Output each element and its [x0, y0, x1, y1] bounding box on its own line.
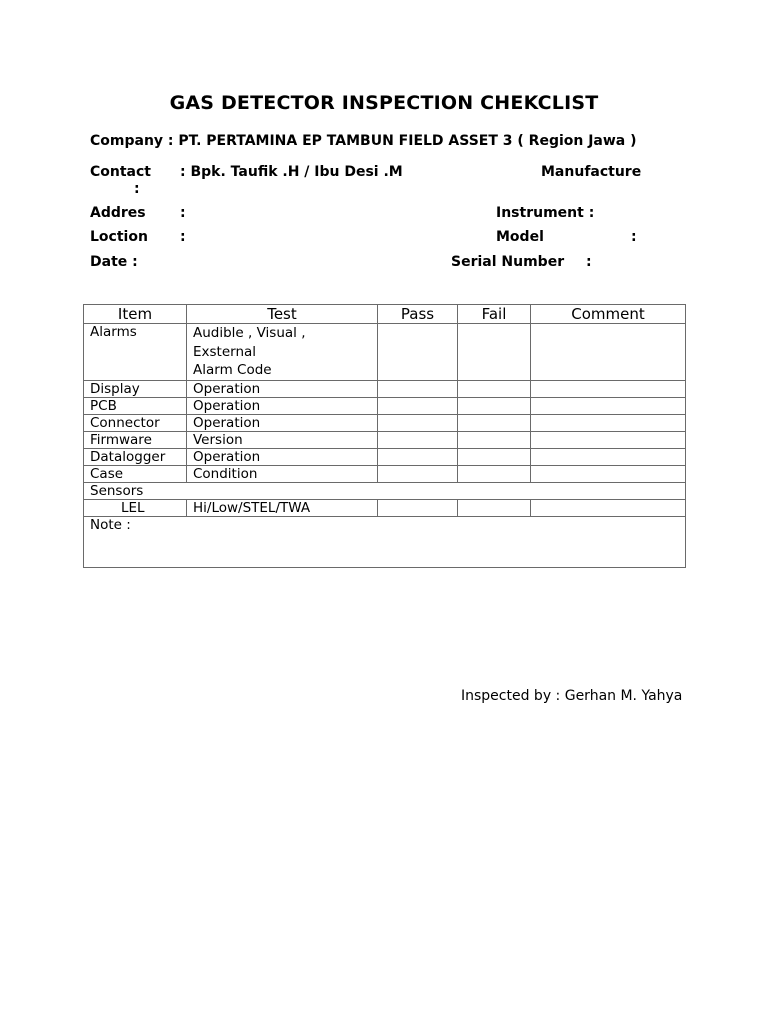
test-cell	[187, 324, 378, 381]
location-label: Loction	[90, 229, 148, 245]
item-cell: PCB	[84, 397, 187, 414]
serial-number-colon: :	[586, 254, 592, 270]
pass-cell[interactable]	[378, 499, 458, 516]
test-cell: Operation	[187, 397, 378, 414]
sensors-label: Sensors	[84, 482, 686, 499]
fail-cell[interactable]	[458, 380, 531, 397]
pass-cell[interactable]	[378, 380, 458, 397]
comment-cell[interactable]	[531, 397, 686, 414]
comment-cell[interactable]	[531, 324, 686, 381]
address-colon: :	[180, 205, 186, 221]
table-row	[84, 499, 686, 516]
fail-cell[interactable]	[458, 499, 531, 516]
pass-cell[interactable]	[378, 414, 458, 431]
note-label: Note :	[90, 516, 131, 533]
test-cell: Hi/Low/STEL/TWA	[187, 499, 378, 516]
item-cell: LEL	[84, 499, 187, 516]
column-header-fail: Fail	[458, 305, 531, 324]
date-label: Date :	[90, 254, 138, 270]
fail-cell[interactable]	[458, 465, 531, 482]
company-label: Company :	[90, 133, 174, 149]
sensors-section-row	[84, 482, 686, 499]
model-colon: :	[631, 229, 637, 245]
comment-cell[interactable]	[531, 414, 686, 431]
test-cell: Version	[187, 431, 378, 448]
column-header-test: Test	[187, 305, 378, 324]
fail-cell[interactable]	[458, 431, 531, 448]
pass-cell[interactable]	[378, 465, 458, 482]
test-cell: Operation	[187, 414, 378, 431]
note-field[interactable]	[84, 516, 686, 567]
fail-cell[interactable]	[458, 414, 531, 431]
inspected-by: Inspected by : Gerhan M. Yahya	[461, 688, 683, 704]
item-cell: Display	[84, 380, 187, 397]
comment-cell[interactable]	[531, 465, 686, 482]
fail-cell[interactable]	[458, 324, 531, 381]
table-row	[84, 380, 686, 397]
contact-colon: :	[134, 181, 140, 197]
item-cell: Firmware	[84, 431, 187, 448]
table-row	[84, 431, 686, 448]
item-cell: Alarms	[84, 324, 187, 381]
pass-cell[interactable]	[378, 448, 458, 465]
table-row	[84, 397, 686, 414]
item-cell: Datalogger	[84, 448, 187, 465]
table-header-row	[84, 305, 686, 324]
test-line: Audible , Visual ,	[193, 325, 306, 341]
column-header-comment: Comment	[531, 305, 686, 324]
comment-cell[interactable]	[531, 431, 686, 448]
test-line: Alarm Code	[193, 362, 272, 378]
contact-value: : Bpk. Taufik .H / Ibu Desi .M	[180, 164, 403, 180]
location-colon: :	[180, 229, 186, 245]
company-line	[90, 133, 637, 149]
column-header-pass: Pass	[378, 305, 458, 324]
test-cell: Operation	[187, 380, 378, 397]
note-row	[84, 516, 686, 567]
inspection-table	[83, 304, 686, 568]
pass-cell[interactable]	[378, 431, 458, 448]
test-cell: Condition	[187, 465, 378, 482]
comment-cell[interactable]	[531, 448, 686, 465]
comment-cell[interactable]	[531, 380, 686, 397]
model-label: Model	[496, 229, 544, 245]
company-value: PT. PERTAMINA EP TAMBUN FIELD ASSET 3 ( Region Jawa )	[178, 133, 637, 149]
table-row	[84, 465, 686, 482]
test-cell: Operation	[187, 448, 378, 465]
address-label: Addres	[90, 205, 146, 221]
contact-label: Contact	[90, 164, 151, 180]
comment-cell[interactable]	[531, 499, 686, 516]
fail-cell[interactable]	[458, 448, 531, 465]
item-cell: Connector	[84, 414, 187, 431]
serial-number-label: Serial Number	[451, 254, 565, 270]
pass-cell[interactable]	[378, 397, 458, 414]
item-cell: Case	[84, 465, 187, 482]
test-line: Exsternal	[193, 343, 257, 360]
fail-cell[interactable]	[458, 397, 531, 414]
table-row	[84, 324, 686, 381]
manufacture-label: Manufacture	[541, 164, 642, 180]
instrument-label: Instrument :	[496, 205, 595, 221]
table-row	[84, 448, 686, 465]
column-header-item: Item	[84, 305, 187, 324]
document-title: GAS DETECTOR INSPECTION CHEKCLIST	[169, 92, 599, 114]
pass-cell[interactable]	[378, 324, 458, 381]
table-row	[84, 414, 686, 431]
